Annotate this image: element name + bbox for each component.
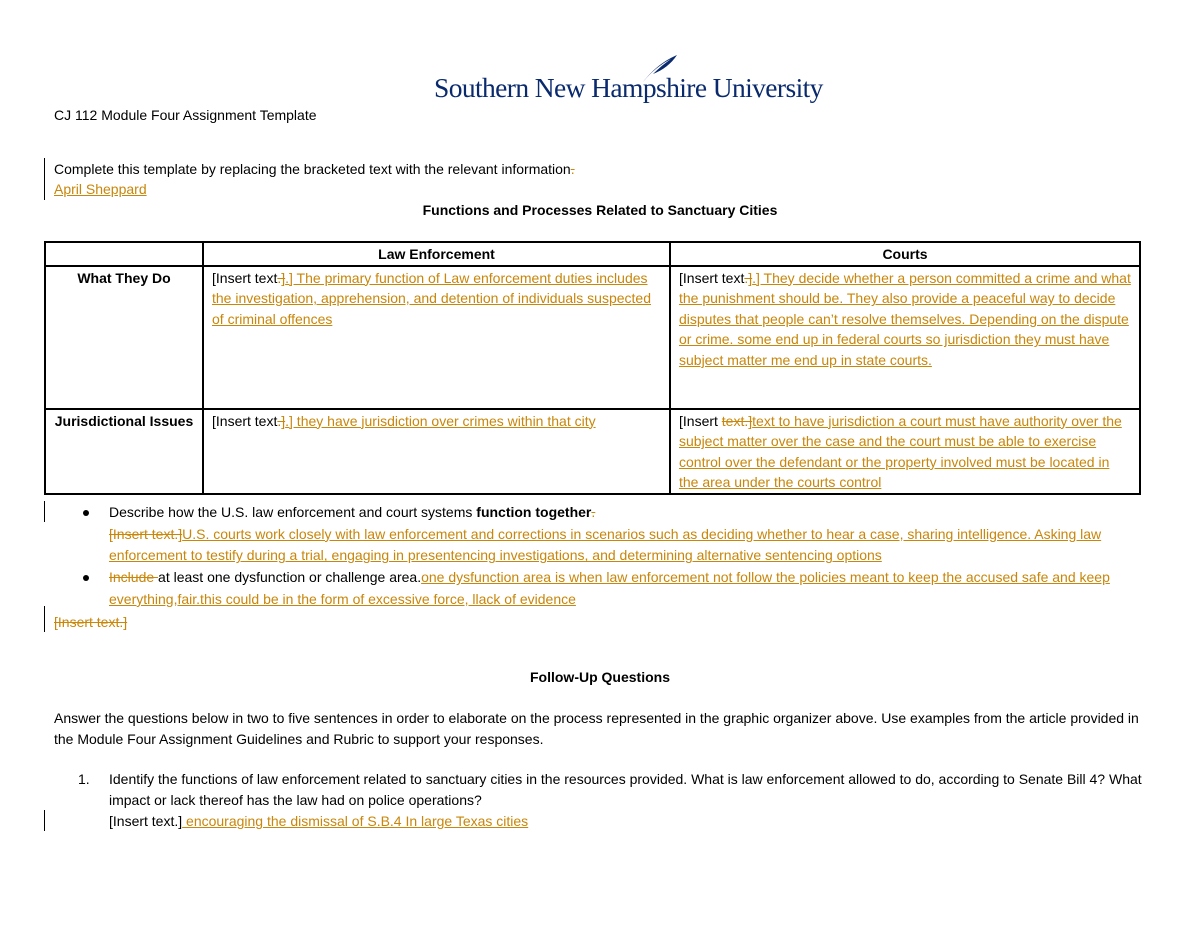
snhu-logo: [434, 54, 823, 104]
cell-deleted: .]: [277, 269, 286, 286]
followup-intro: Answer the questions below in two to five sentences in order to elaborate on the process represented in the graphic organizer above. Use examples from the article provided in the Module Four Assignment Guidelines and Rubric to support your responses.: [54, 710, 1139, 747]
row-label: What They Do: [45, 266, 203, 409]
table-header-cell: [45, 242, 203, 266]
cell-inserted: .] they have jurisdiction over crimes within that city: [285, 412, 596, 429]
followup-title: Follow-Up Questions: [530, 669, 670, 685]
cell-prefix: [Insert text: [212, 412, 278, 429]
doc-title: CJ 112 Module Four Assignment Template: [54, 107, 317, 123]
bullet-text: at least one dysfunction or challenge area.: [158, 569, 422, 586]
table-cell-courts: [670, 409, 1140, 494]
logo-text: Southern New Hampshire University: [434, 72, 823, 103]
cell-deleted: text.]: [721, 412, 753, 429]
change-bar: [44, 501, 45, 522]
list-item: [54, 769, 1154, 832]
question-number: 1.: [78, 771, 90, 787]
bullet-inserted: one dysfunction area is when law enforcement not follow the policies meant to keep the accused safe and keep everything,fair.this could be in the form of excessive force, llack of evidence: [109, 569, 1110, 607]
instructions-deleted: .: [570, 161, 575, 177]
change-bar: [44, 810, 45, 831]
bullet-inserted: U.S. courts work closely with law enforcement and corrections in scenarios such as deciding whether to hear a case, sharing intelligence. Asking law enforcement to testify during a trial, engaging in presentencing investigations, and determining alternative sentencing options: [109, 525, 1102, 564]
functions-table: [44, 241, 1141, 495]
bullet-list: [54, 502, 1154, 611]
instructions: [54, 161, 575, 177]
cell-deleted: .]: [744, 269, 753, 286]
bullet-deleted: [Insert text.]: [109, 525, 183, 542]
list-item: [54, 567, 1154, 610]
question-text: Identify the functions of law enforcement related to sanctuary cities in the resources provided. What is law enforcement allowed to do, according to Senate Bill 4? What impact or lack thereof has the law had on police operations?: [109, 771, 1142, 808]
bullet-deleted: Include: [109, 569, 159, 586]
row-label: Jurisdictional Issues: [45, 409, 203, 494]
cell-inserted: text to have jurisdiction a court must have authority over the subject matter over the case and the court must be able to exercise control over the defendant or the property involved must be located in the area under the courts control: [679, 412, 1122, 491]
table-row: [45, 266, 1140, 409]
answer-prefix: [Insert text.]: [109, 813, 183, 829]
question-list: [54, 769, 1154, 832]
list-item: [54, 502, 1154, 567]
cell-inserted: .] The primary function of Law enforcement duties includes the investigation, apprehension, and detention of individuals suspected of criminal offences: [212, 269, 651, 327]
cell-inserted: .] They decide whether a person committed a crime and what the punishment should be. They also provide a peaceful way to decide disputes that people can’t resolve themselves. Depending on the dispute or crime. some end up in federal courts so jurisdiction they must have subject matter me end up in state courts.: [679, 269, 1131, 368]
bullet-text: Describe how the U.S. law enforcement and court systems: [109, 504, 477, 520]
answer-inserted: encouraging the dismissal of S.B.4 In large Texas cities: [182, 813, 529, 829]
change-bar: [44, 606, 45, 632]
table-header-row: [45, 242, 1140, 266]
change-bar: [44, 158, 45, 200]
bullet-bold: function together: [476, 504, 592, 520]
table-row: [45, 409, 1140, 494]
table-cell-law: [203, 266, 670, 409]
bullet-deleted-period: .: [591, 504, 596, 520]
table-cell-law: [203, 409, 670, 494]
cell-deleted: .]: [277, 412, 286, 429]
cell-prefix: [Insert: [679, 412, 722, 429]
cell-prefix: [Insert text: [679, 269, 745, 286]
deleted-insert-text: [Insert text.]: [54, 614, 128, 630]
table-title: Functions and Processes Related to Sanctuary Cities: [422, 202, 778, 218]
instructions-text: Complete this template by replacing the bracketed text with the relevant information: [54, 161, 571, 177]
table-header-cell: Law Enforcement: [203, 242, 670, 266]
author-name: April Sheppard: [54, 181, 147, 197]
table-header-cell: Courts: [670, 242, 1140, 266]
cell-prefix: [Insert text: [212, 269, 278, 286]
table-cell-courts: [670, 266, 1140, 409]
feather-icon: [639, 54, 679, 84]
